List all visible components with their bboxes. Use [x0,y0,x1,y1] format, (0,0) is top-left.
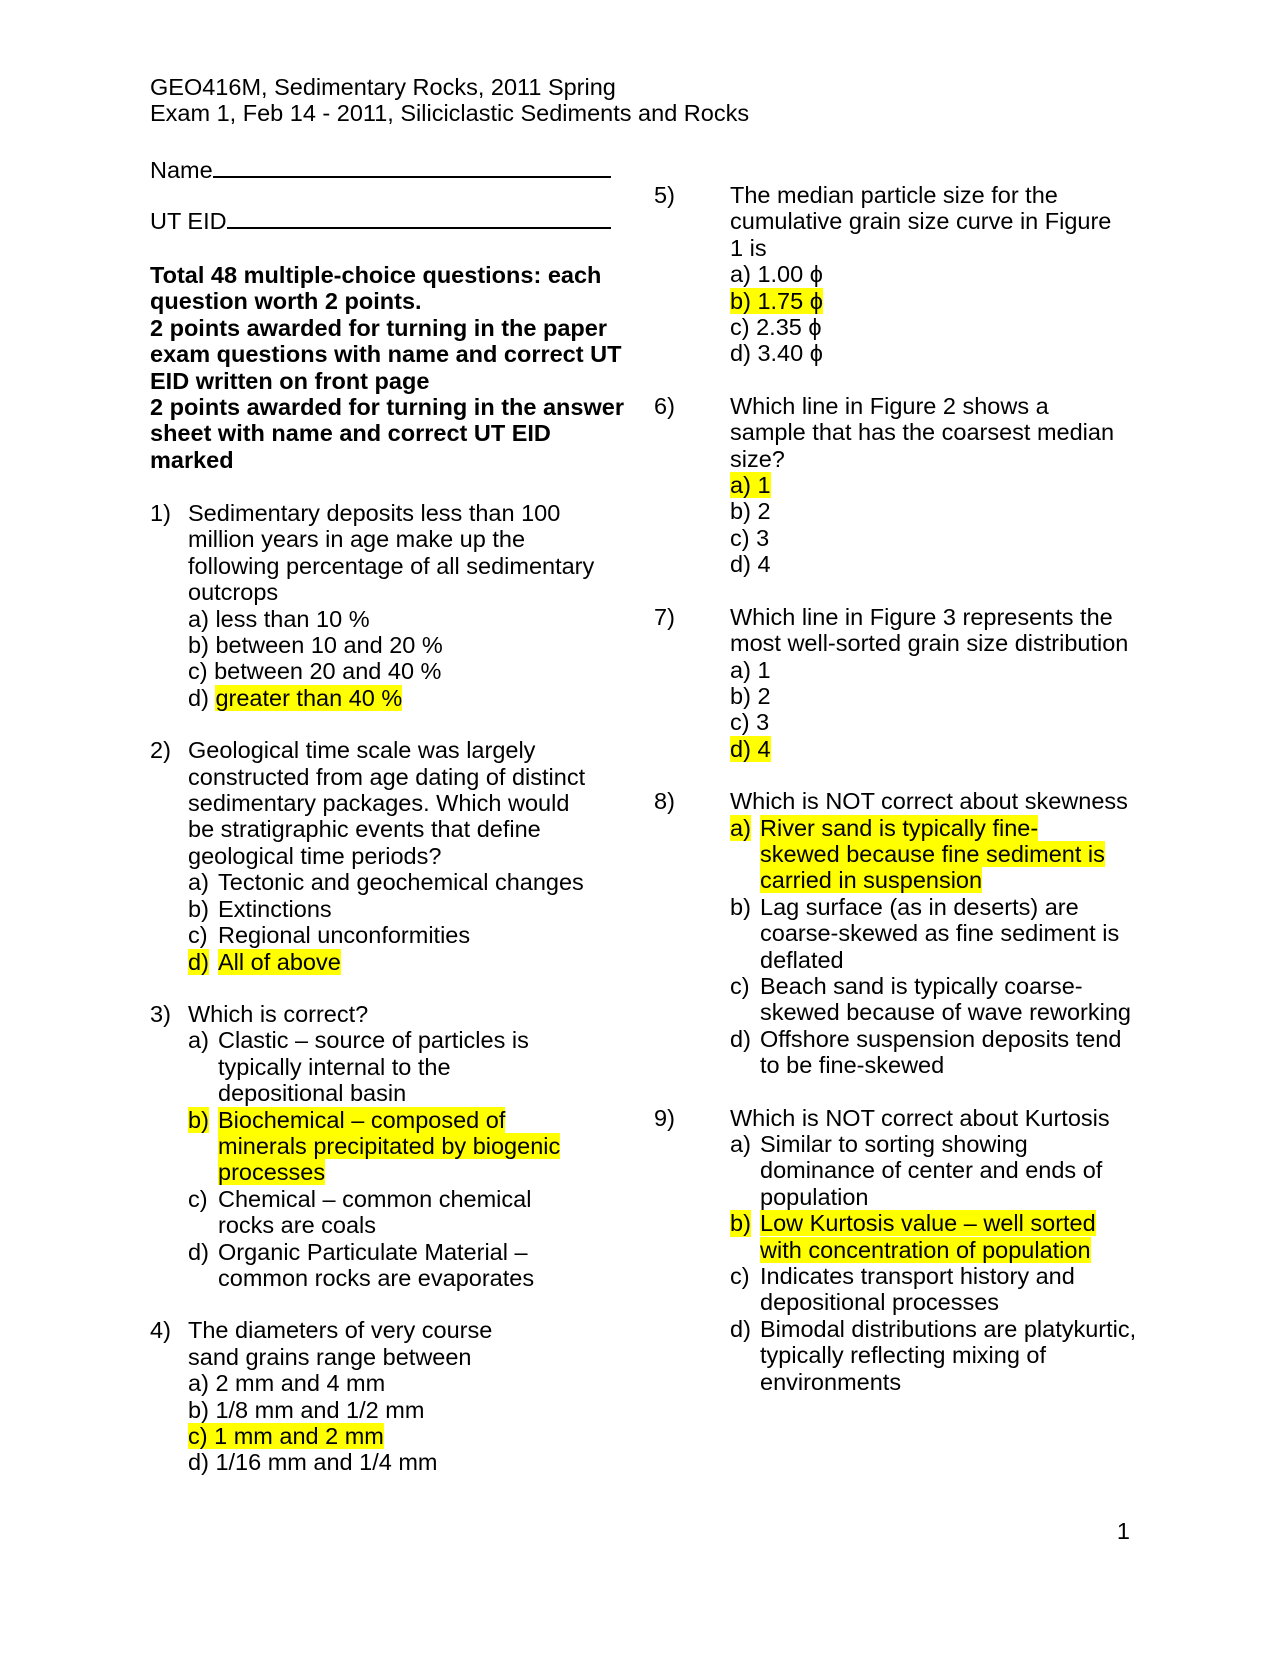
option-letter: b) [730,498,751,525]
eid-blank [227,205,611,229]
option-letter: b) [188,895,209,922]
option-b [188,632,640,658]
option-text: Lag surface (as in deserts) are coarse-skewed as fine sediment is deflated [760,893,1120,973]
option-text: 2 [757,682,771,709]
option-letter: d) [730,1025,751,1052]
option-d-answer [188,949,640,975]
option-text: Offshore suspension deposits tend to be fine-skewed [760,1025,1122,1079]
course-title: GEO416M, Sedimentary Rocks, 2011 Spring [150,74,616,100]
option-text: Bimodal distributions are platykurtic, typically reflecting mixing of environments [760,1315,1137,1395]
option-letter: a) [730,656,751,683]
option-letter: d) [730,551,751,578]
option-d [730,340,1132,366]
question-text: Which line in Figure 2 shows a sample that has the coarsest median size? [730,392,1115,472]
option-text: Tectonic and geochemical changes [218,869,584,896]
option-text: 4 [757,551,771,578]
exam-title: Exam 1, Feb 14 - 2011, Siliciclastic Sediments and Rocks [150,100,750,127]
option-text: Organic Particulate Material – common rocks are evaporates [218,1238,535,1291]
question-number: 4) [150,1317,171,1344]
option-letter: c) [730,972,750,999]
option-text: 3 [756,524,770,551]
name-blank [213,154,611,178]
eid-label: UT EID [150,208,227,234]
option-b [188,1397,640,1423]
option-letter: c) [188,1423,208,1449]
option-letter: c) [730,709,750,736]
option-a [730,657,1132,683]
option-letter: b) [730,893,751,920]
option-text-highlighted: River sand is typically fine-skewed because fine sediment is carried in suspension [760,814,1105,894]
question-text: The median particle size for the cumulative grain size curve in Figure 1 is [730,182,1112,261]
question-text: The diameters of very course sand grains range between [188,1317,493,1370]
option-d [730,551,1132,577]
question-number: 6) [654,392,675,419]
option-d [730,1316,1145,1395]
question-number: 5) [654,182,675,208]
question-text: Which is NOT correct about Kurtosis [730,1104,1110,1131]
option-letter: c) [730,1263,750,1290]
option-text: 1/16 mm and 1/4 mm [215,1449,438,1476]
option-letter: a) [730,261,751,288]
option-a-answer [730,815,1110,894]
name-field [150,154,611,183]
option-letter: d) [188,948,209,975]
page-number: 1 [1116,1518,1130,1544]
option-c [730,314,1132,340]
option-text-highlighted: 4 [757,735,771,762]
option-b [730,683,1132,709]
question-7 [654,603,1132,762]
instruction-line: Total 48 multiple-choice questions: each question worth 2 points. [150,262,602,315]
option-text: Similar to sorting showing dominance of center and ends of population [760,1131,1103,1210]
option-text: Indicates transport history and depositional processes [760,1263,1075,1316]
question-number: 9) [654,1104,675,1131]
option-letter: c) [730,524,750,551]
option-b-answer [730,1210,1105,1263]
option-text: between 20 and 40 % [214,658,442,685]
name-label: Name [150,157,213,183]
option-letter: c) [188,1185,208,1212]
option-d [730,1026,1125,1079]
question-2 [150,737,640,975]
option-a [188,606,640,632]
question-8 [654,788,1132,1079]
option-a [730,1131,1105,1210]
option-text: 3.40 ϕ [757,340,823,367]
option-text: Beach sand is typically coarse-skewed because of wave reworking [760,972,1131,1026]
question-number: 2) [150,737,171,764]
option-text: 3 [756,709,770,736]
option-c [188,1186,588,1239]
question-number: 8) [654,788,675,815]
question-text: Which is correct? [188,1000,369,1027]
option-letter: d) [730,735,751,762]
question-text: Which is NOT correct about skewness [730,788,1128,815]
question-text: Which line in Figure 3 represents the most well-sorted grain size distribution [730,603,1129,657]
option-d [188,1239,548,1292]
question-3 [150,1001,640,1291]
option-a [188,1027,578,1106]
option-letter: d) [188,684,209,711]
option-letter: d) [730,340,751,367]
option-letter: a) [188,869,209,896]
option-letter: a) [188,1370,209,1397]
option-text: 2.35 ϕ [756,314,822,341]
option-text: Chemical – common chemical rocks are coals [218,1185,532,1239]
question-4 [150,1317,640,1475]
option-a [188,869,640,895]
option-letter: a) [188,1027,209,1054]
option-text: 1 [757,656,771,683]
option-text-highlighted: 1 mm and 2 mm [214,1423,384,1449]
question-6 [654,392,1132,578]
question-number: 1) [150,500,171,526]
question-number: 7) [654,603,675,630]
option-letter: d) [730,1315,751,1342]
option-text-highlighted: 1 [757,472,771,499]
option-letter: b) [730,682,751,709]
option-c [730,1263,1105,1316]
option-text-highlighted: All of above [218,948,341,975]
eid-field [150,205,611,234]
right-column [654,182,1137,1421]
question-9 [654,1104,1137,1395]
option-letter: b) [188,1106,209,1133]
option-text: 2 mm and 4 mm [215,1370,386,1397]
option-b [730,498,1132,524]
option-c-answer [188,1423,640,1449]
option-text: 1/8 mm and 1/2 mm [215,1396,425,1423]
option-text: Regional unconformities [218,922,471,949]
option-text-highlighted: Biochemical – composed of minerals precipitated by biogenic processes [218,1106,561,1186]
option-letter: a) [730,1131,751,1157]
option-c [730,973,1135,1026]
option-a-answer [730,472,1132,498]
option-text: Clastic – source of particles is typically internal to the depositional basin [218,1027,529,1107]
option-text-highlighted: Low Kurtosis value – well sorted with concentration of population [760,1210,1096,1263]
option-a [730,261,1132,287]
option-b-answer [188,1107,578,1186]
option-letter: a) [730,472,751,499]
option-b-answer [730,288,1132,314]
question-1 [150,500,640,711]
option-letter: d) [188,1449,209,1476]
left-column [150,500,640,1502]
option-b [730,894,1125,973]
option-text: less than 10 % [215,605,370,632]
instruction-line: 2 points awarded for turning in the paper exam questions with name and correct UT EID written on front page [150,314,622,394]
option-letter: c) [730,314,750,341]
option-d [188,1449,640,1475]
question-text: Geological time scale was largely constructed from age dating of distinct sedimentary packages. Which would be stratigraphic events that define geological time periods? [188,737,586,869]
instruction-line: 2 points awarded for turning in the answer sheet with name and correct UT EID marked [150,394,624,473]
option-letter: b) [188,1396,209,1423]
question-number: 3) [150,1000,171,1027]
option-text-highlighted: 1.75 ϕ [757,287,823,314]
question-text: Sedimentary deposits less than 100 million years in age make up the following percentage of all sedimentary outcrops [188,500,595,606]
option-letter: c) [188,658,208,685]
option-b [188,896,640,922]
option-d-answer [730,736,1132,762]
question-5 [654,182,1132,367]
option-d-answer [188,685,640,711]
option-letter: d) [188,1238,209,1265]
option-text: 2 [757,498,771,525]
option-c [188,922,640,948]
option-text-highlighted: greater than 40 % [215,684,403,711]
option-letter: a) [188,605,209,632]
option-letter: b) [730,1210,751,1237]
document-header [150,74,749,127]
option-c [188,658,640,684]
option-a [188,1370,640,1396]
option-text: Extinctions [218,895,332,922]
option-letter: a) [730,814,751,841]
option-text: 1.00 ϕ [757,261,823,288]
option-letter: b) [730,287,751,314]
option-text: between 10 and 20 % [215,632,443,659]
option-letter: b) [188,632,209,659]
option-c [730,709,1132,735]
exam-instructions [150,262,630,473]
option-letter: c) [188,922,208,949]
option-c [730,525,1132,551]
